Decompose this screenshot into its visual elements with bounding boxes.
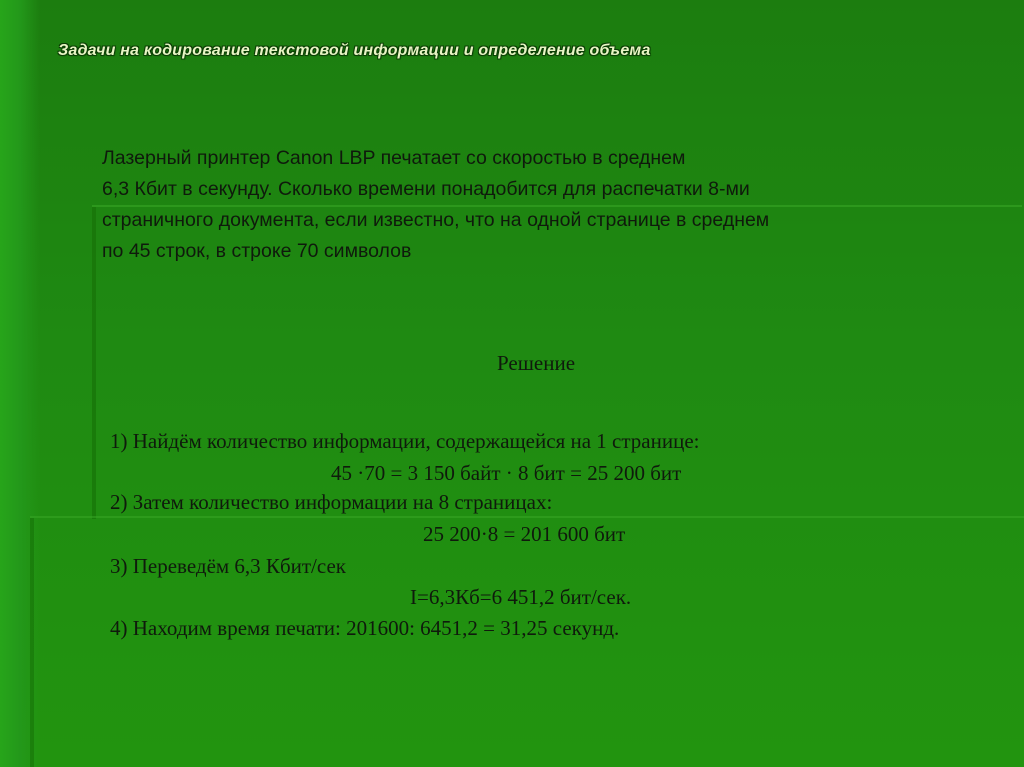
solution-formula-1: 45 ·70 = 3 150 байт · 8 бит = 25 200 бит bbox=[331, 461, 682, 485]
solution-heading: Решение bbox=[497, 351, 576, 375]
slide-title: Задачи на кодирование текстовой информации и определение объема bbox=[58, 42, 651, 59]
solution-step-1: 1) Найдём количество информации, содержащейся на 1 странице: bbox=[110, 429, 700, 453]
task-line: по 45 строк, в строке 70 символов bbox=[102, 240, 412, 262]
left-glow-decoration bbox=[0, 0, 40, 767]
task-text bbox=[102, 143, 1002, 267]
task-line: страничного документа, если известно, что на одной странице в среднем bbox=[102, 209, 770, 231]
solution-step-4: 4) Находим время печати: 201600: 6451,2 = 31,25 секунд. bbox=[110, 616, 620, 640]
solution-step-2: 2) Затем количество информации на 8 страницах: bbox=[110, 490, 553, 514]
frame-line-lower bbox=[30, 516, 1024, 518]
task-line: 6,3 Кбит в секунду. Сколько времени понадобится для распечатки 8-ми bbox=[102, 178, 750, 200]
solution-formula-2: 25 200·8 = 201 600 бит bbox=[423, 522, 626, 546]
task-line: Лазерный принтер Canon LBP печатает со скоростью в среднем bbox=[102, 147, 686, 169]
solution-step-3: 3) Переведём 6,3 Кбит/сек bbox=[110, 554, 346, 578]
frame-line-lower-left bbox=[30, 518, 34, 767]
frame-line-left bbox=[92, 207, 96, 519]
solution-formula-3: I=6,3Кб=6 451,2 бит/сек. bbox=[410, 585, 632, 609]
